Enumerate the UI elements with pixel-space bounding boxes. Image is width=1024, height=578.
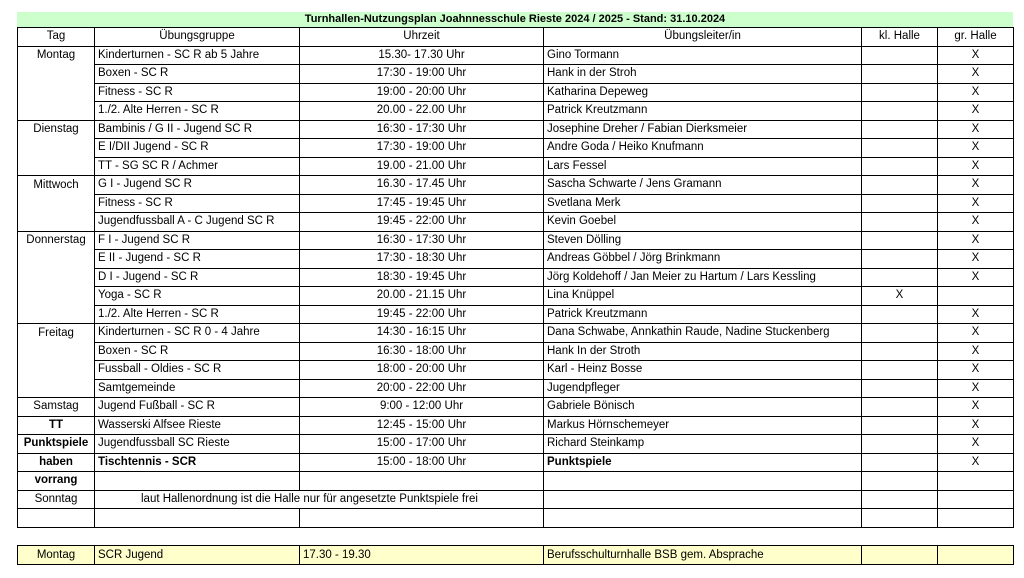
cell-tag [18, 287, 95, 306]
empty-cell [300, 509, 544, 528]
cell-gruppe: Kinderturnen - SC R 0 - 4 Jahre [95, 324, 300, 343]
table-row [18, 379, 1014, 398]
cell-kl-halle [862, 416, 938, 435]
cell-tag [18, 268, 95, 287]
cell-kl-halle [862, 83, 938, 102]
cell-gruppe: Jugendfussball SC Rieste [95, 435, 300, 454]
cell-leiter: Sascha Schwarte / Jens Gramann [544, 176, 862, 195]
cell-gr-halle: X [938, 176, 1014, 195]
cell-leiter: Jugendpfleger [544, 379, 862, 398]
header-tag: Tag [18, 28, 95, 47]
cell-gr-halle [938, 472, 1014, 491]
table-row [18, 157, 1014, 176]
cell-gr-halle [938, 490, 1014, 509]
cell-leiter [544, 490, 862, 509]
cell-gr-halle: X [938, 120, 1014, 139]
empty-cell [862, 509, 938, 528]
cell-kl-halle [862, 139, 938, 158]
cell-zeit: 18:30 - 19:45 Uhr [300, 268, 544, 287]
table-row [18, 102, 1014, 121]
cell-tag [18, 102, 95, 121]
cell-tag [18, 157, 95, 176]
empty-cell [938, 509, 1014, 528]
cell-gr-halle: X [938, 416, 1014, 435]
page-title: Turnhallen-Nutzungsplan Joahnnesschule Rieste 2024 / 2025 - Stand: 31.10.2024 [17, 12, 1013, 27]
cell-zeit: 20.00 - 22.00 Uhr [300, 102, 544, 121]
cell-leiter: Patrick Kreutzmann [544, 305, 862, 324]
cell-gruppe: Boxen - SC R [95, 342, 300, 361]
cell-gr-halle: X [938, 305, 1014, 324]
table-row [18, 287, 1014, 306]
header-leiter: Übungsleiter/in [544, 28, 862, 47]
cell-kl-halle [862, 342, 938, 361]
empty-cell [95, 509, 300, 528]
cell-zeit: 12:45 - 15:00 Uhr [300, 416, 544, 435]
cell-gruppe: 1./2. Alte Herren - SC R [95, 102, 300, 121]
cell-kl-halle [862, 120, 938, 139]
table-row [18, 83, 1014, 102]
cell-tag [18, 139, 95, 158]
cell-gruppe: SCR Jugend [95, 546, 300, 565]
empty-cell [544, 509, 862, 528]
cell-zeit: 9:00 - 12:00 Uhr [300, 398, 544, 417]
cell-tag: haben [18, 453, 95, 472]
cell-leiter: Punktspiele [544, 453, 862, 472]
cell-kl-halle [862, 324, 938, 343]
cell-leiter [544, 472, 862, 491]
table-row [18, 324, 1014, 343]
cell-zeit: 19:00 - 20:00 Uhr [300, 83, 544, 102]
cell-zeit: 15:00 - 17:00 Uhr [300, 435, 544, 454]
cell-tag [18, 213, 95, 232]
table-row [18, 305, 1014, 324]
cell-tag: TT [18, 416, 95, 435]
cell-tag [18, 361, 95, 380]
cell-zeit: 20.00 - 21.15 Uhr [300, 287, 544, 306]
cell-gruppe: G I - Jugend SC R [95, 176, 300, 195]
cell-gr-halle: X [938, 65, 1014, 84]
cell-leiter: Richard Steinkamp [544, 435, 862, 454]
table-row [18, 435, 1014, 454]
cell-kl-halle [862, 379, 938, 398]
cell-kl-halle [862, 213, 938, 232]
cell-zeit: 17:30 - 19:00 Uhr [300, 65, 544, 84]
cell-kl-halle [862, 46, 938, 65]
table-row [18, 398, 1014, 417]
cell-gr-halle: X [938, 435, 1014, 454]
cell-zeit: 15.30- 17.30 Uhr [300, 46, 544, 65]
cell-tag [18, 379, 95, 398]
cell-kl-halle [862, 157, 938, 176]
header-gruppe: Übungsgruppe [95, 28, 300, 47]
cell-zeit: 17:45 - 19:45 Uhr [300, 194, 544, 213]
cell-gr-halle: X [938, 324, 1014, 343]
cell-gruppe: Boxen - SC R [95, 65, 300, 84]
cell-zeit: 16:30 - 17:30 Uhr [300, 120, 544, 139]
cell-kl-halle [862, 176, 938, 195]
cell-gruppe: Fitness - SC R [95, 194, 300, 213]
cell-leiter: Patrick Kreutzmann [544, 102, 862, 121]
cell-zeit: 19:45 - 22:00 Uhr [300, 305, 544, 324]
cell-gr-halle: X [938, 453, 1014, 472]
table-row [18, 546, 1014, 565]
cell-leiter: Svetlana Merk [544, 194, 862, 213]
header-kl-halle: kl. Halle [862, 28, 938, 47]
cell-tag: Freitag [18, 324, 95, 343]
cell-kl-halle [862, 435, 938, 454]
cell-tag [18, 342, 95, 361]
cell-tag: vorrang [18, 472, 95, 491]
empty-cell [18, 509, 95, 528]
cell-gr-halle: X [938, 194, 1014, 213]
cell-gruppe: F I - Jugend SC R [95, 231, 300, 250]
table-row [18, 65, 1014, 84]
cell-zeit: 16.30 - 17.45 Uhr [300, 176, 544, 195]
cell-gr-halle [938, 287, 1014, 306]
cell-leiter: Dana Schwabe, Annkathin Raude, Nadine Stuckenberg [544, 324, 862, 343]
cell-gruppe: Wasserski Alfsee Rieste [95, 416, 300, 435]
schedule-table [17, 27, 1014, 528]
cell-zeit: 17:30 - 18:30 Uhr [300, 250, 544, 269]
cell-zeit: 15:00 - 18:00 Uhr [300, 453, 544, 472]
cell-leiter: Steven Dölling [544, 231, 862, 250]
cell-gr-halle: X [938, 46, 1014, 65]
cell-gruppe: Yoga - SC R [95, 287, 300, 306]
cell-gr-halle [938, 546, 1014, 565]
cell-tag: Montag [18, 546, 95, 565]
cell-leiter: Markus Hörnschemeyer [544, 416, 862, 435]
cell-tag [18, 250, 95, 269]
cell-gr-halle: X [938, 139, 1014, 158]
cell-leiter: Josephine Dreher / Fabian Dierksmeier [544, 120, 862, 139]
cell-leiter: Jörg Koldehoff / Jan Meier zu Hartum / Lars Kessling [544, 268, 862, 287]
cell-tag: Punktspiele [18, 435, 95, 454]
cell-kl-halle [862, 65, 938, 84]
cell-gruppe: 1./2. Alte Herren - SC R [95, 305, 300, 324]
cell-tag [18, 305, 95, 324]
cell-leiter: Berufsschulturnhalle BSB gem. Absprache [544, 546, 862, 565]
cell-tag [18, 83, 95, 102]
cell-kl-halle [862, 231, 938, 250]
table-row [18, 250, 1014, 269]
table-row [18, 231, 1014, 250]
sonntag-note: laut Hallenordnung ist die Halle nur für angesetzte Punktspiele frei [95, 490, 544, 509]
cell-gr-halle: X [938, 268, 1014, 287]
cell-kl-halle [862, 546, 938, 565]
cell-gr-halle: X [938, 361, 1014, 380]
header-zeit: Uhrzeit [300, 28, 544, 47]
cell-gruppe: Fussball - Oldies - SC R [95, 361, 300, 380]
cell-gruppe: E I/DII Jugend - SC R [95, 139, 300, 158]
cell-leiter: Hank in der Stroh [544, 65, 862, 84]
cell-zeit: 19.00 - 21.00 Uhr [300, 157, 544, 176]
cell-kl-halle: X [862, 287, 938, 306]
cell-gr-halle: X [938, 250, 1014, 269]
cell-gruppe: Jugendfussball A - C Jugend SC R [95, 213, 300, 232]
table-row [18, 342, 1014, 361]
cell-kl-halle [862, 305, 938, 324]
table-row [18, 120, 1014, 139]
cell-gruppe: TT - SG SC R / Achmer [95, 157, 300, 176]
cell-gruppe: E II - Jugend - SC R [95, 250, 300, 269]
cell-kl-halle [862, 250, 938, 269]
cell-leiter: Katharina Depeweg [544, 83, 862, 102]
cell-gruppe: Samtgemeinde [95, 379, 300, 398]
cell-gr-halle: X [938, 398, 1014, 417]
table-row [18, 453, 1014, 472]
cell-tag [18, 194, 95, 213]
cell-kl-halle [862, 453, 938, 472]
cell-tag: Donnerstag [18, 231, 95, 250]
cell-gruppe: Bambinis / G II - Jugend SC R [95, 120, 300, 139]
cell-gr-halle: X [938, 213, 1014, 232]
header-gr-halle: gr. Halle [938, 28, 1014, 47]
cell-zeit: 17:30 - 19:00 Uhr [300, 139, 544, 158]
table-row [18, 472, 1014, 491]
cell-zeit: 14:30 - 16:15 Uhr [300, 324, 544, 343]
cell-leiter: Andre Goda / Heiko Knufmann [544, 139, 862, 158]
cell-tag: Samstag [18, 398, 95, 417]
table-row [18, 139, 1014, 158]
cell-leiter: Hank In der Stroth [544, 342, 862, 361]
cell-kl-halle [862, 398, 938, 417]
cell-leiter: Gabriele Bönisch [544, 398, 862, 417]
cell-tag: Sonntag [18, 490, 95, 509]
table-row [18, 361, 1014, 380]
cell-tag [18, 65, 95, 84]
extra-table [17, 545, 1014, 565]
table-row [18, 176, 1014, 195]
cell-gr-halle: X [938, 231, 1014, 250]
cell-gruppe: D I - Jugend - SC R [95, 268, 300, 287]
table-row [18, 509, 1014, 528]
cell-leiter: Lars Fessel [544, 157, 862, 176]
cell-tag: Dienstag [18, 120, 95, 139]
cell-gruppe [95, 472, 300, 491]
table-row [18, 268, 1014, 287]
cell-gr-halle: X [938, 157, 1014, 176]
cell-leiter: Lina Knüppel [544, 287, 862, 306]
cell-gr-halle: X [938, 102, 1014, 121]
table-row [18, 416, 1014, 435]
cell-gr-halle: X [938, 379, 1014, 398]
schedule-body [18, 46, 1014, 527]
cell-zeit: 20:00 - 22:00 Uhr [300, 379, 544, 398]
cell-zeit: 19:45 - 22:00 Uhr [300, 213, 544, 232]
cell-zeit [300, 472, 544, 491]
cell-kl-halle [862, 490, 938, 509]
table-row [18, 490, 1014, 509]
cell-kl-halle [862, 268, 938, 287]
cell-tag: Mittwoch [18, 176, 95, 195]
cell-zeit: 18:00 - 20:00 Uhr [300, 361, 544, 380]
table-row [18, 194, 1014, 213]
cell-kl-halle [862, 361, 938, 380]
table-row [18, 46, 1014, 65]
cell-gruppe: Fitness - SC R [95, 83, 300, 102]
cell-tag: Montag [18, 46, 95, 65]
cell-kl-halle [862, 472, 938, 491]
cell-gr-halle: X [938, 83, 1014, 102]
cell-gruppe: Tischtennis - SCR [95, 453, 300, 472]
cell-zeit: 16:30 - 17:30 Uhr [300, 231, 544, 250]
cell-gruppe: Jugend Fußball - SC R [95, 398, 300, 417]
header-row [18, 28, 1014, 47]
cell-leiter: Andreas Göbbel / Jörg Brinkmann [544, 250, 862, 269]
cell-gr-halle: X [938, 342, 1014, 361]
cell-leiter: Karl - Heinz Bosse [544, 361, 862, 380]
cell-leiter: Gino Tormann [544, 46, 862, 65]
cell-kl-halle [862, 194, 938, 213]
cell-leiter: Kevin Goebel [544, 213, 862, 232]
cell-zeit: 17.30 - 19.30 [300, 546, 544, 565]
cell-kl-halle [862, 102, 938, 121]
cell-gruppe: Kinderturnen - SC R ab 5 Jahre [95, 46, 300, 65]
table-row [18, 213, 1014, 232]
cell-zeit: 16:30 - 18:00 Uhr [300, 342, 544, 361]
